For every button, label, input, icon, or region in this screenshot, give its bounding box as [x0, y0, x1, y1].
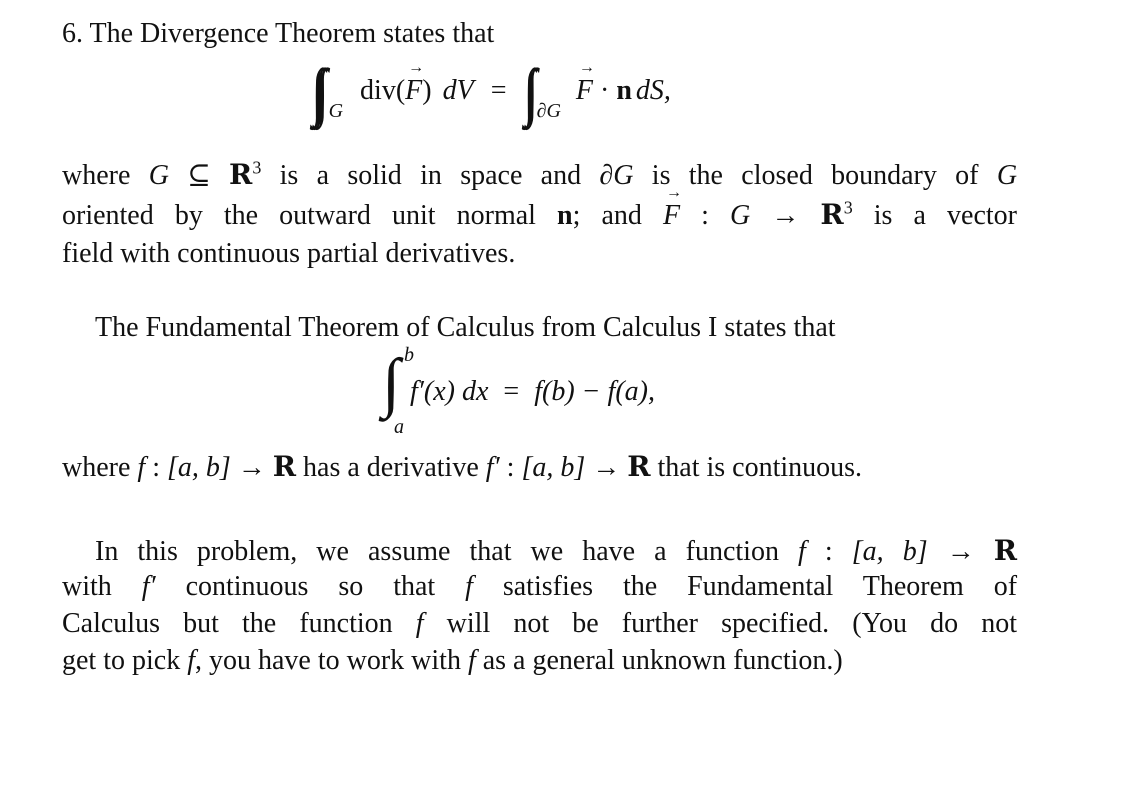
ftc-intro: The Fundamental Theorem of Calculus from Calculus I states that: [95, 312, 836, 343]
text-not-specified: will not be further specified. (You do not: [446, 608, 1018, 639]
text-work-with: , you have to work with: [194, 645, 461, 676]
normal-n: n: [557, 200, 573, 231]
text-solid: is a solid in space and: [279, 160, 582, 191]
reals-symbol-5: R: [993, 534, 1018, 567]
var-g: G: [148, 160, 169, 191]
ftc-lhs: f′(x) dx: [410, 376, 489, 407]
text-vector: is a vector: [873, 200, 1017, 231]
text-where: where: [62, 160, 131, 191]
arrow-4: →: [946, 536, 975, 567]
problem-line-1: [95, 533, 1017, 570]
subset-symbol: ⊆: [187, 160, 211, 191]
colon-2: :: [152, 452, 160, 483]
text-general-unknown: as a general unknown function.): [482, 645, 843, 676]
colon-4: :: [824, 536, 833, 567]
var-f-prime: f′: [485, 452, 500, 483]
text-has-derivative: has a derivative: [303, 452, 479, 483]
var-f-6: f: [467, 645, 476, 676]
colon-3: :: [506, 452, 515, 483]
triple-integral-sign: ∫∫∫: [312, 56, 319, 127]
problem-heading: [62, 16, 494, 52]
var-f-4: f: [415, 608, 424, 639]
problem-line-4: [62, 643, 843, 679]
div-operator: div(: [360, 75, 406, 106]
dot-operator: ·: [600, 75, 610, 106]
region-subscript: G: [328, 100, 344, 122]
exponent-3: 3: [252, 157, 262, 178]
var-f: f: [137, 452, 146, 483]
interval-ab: [a, b]: [166, 452, 231, 483]
arrow: →: [771, 200, 800, 231]
problem-line-2: [62, 569, 1017, 605]
text-oriented: oriented by the outward unit normal: [62, 200, 536, 231]
arrow-3: →: [592, 452, 621, 483]
text-assume: In this problem, we assume that we have a function: [95, 536, 779, 567]
integral-sign: ∫: [382, 346, 401, 419]
divergence-where-line-3: field with continuous partial derivatives.: [62, 238, 516, 269]
interval-ab-3: [a, b]: [851, 536, 928, 567]
arrow-2: →: [237, 452, 266, 483]
text-satisfies: satisfies the Fundamental Theorem of: [502, 571, 1018, 602]
div-close: ): [422, 75, 432, 106]
dv-element: dV: [442, 75, 474, 106]
reals-symbol-4: R: [627, 450, 651, 483]
divergence-where-line-2: [62, 197, 1017, 234]
text-calculus-but: Calculus but the function: [62, 608, 393, 639]
lower-limit: a: [394, 416, 404, 438]
ftc-equation: [382, 344, 742, 440]
ftc-equals: =: [503, 376, 520, 407]
boundary-symbol: ∂G: [599, 160, 634, 191]
interval-ab-2: [a, b]: [521, 452, 586, 483]
vector-field-f: → F: [405, 73, 422, 109]
ds-element: dS,: [635, 75, 671, 106]
upper-limit: b: [404, 344, 414, 366]
text-continuous-so: continuous so that: [185, 571, 436, 602]
double-integral-sign: ∫∫: [523, 56, 529, 127]
var-f-2: f: [798, 536, 806, 567]
colon: :: [701, 200, 709, 231]
reals-symbol: R: [229, 158, 253, 191]
text-get-to-pick: get to pick: [62, 645, 181, 676]
equals-sign: =: [490, 75, 507, 106]
ftc-expression: [410, 374, 655, 410]
text-with: with: [62, 571, 112, 602]
reals-symbol-3: R: [272, 450, 297, 483]
var-g-3: G: [730, 200, 751, 231]
problem-line-3: [62, 606, 1017, 642]
var-g-2: G: [996, 160, 1018, 191]
boundary-subscript: ∂G: [536, 100, 561, 122]
text-where-2: where: [62, 452, 131, 483]
text-boundary: is the closed boundary of: [651, 160, 979, 191]
problem-number: 6.: [62, 18, 83, 49]
text-and: ; and: [572, 200, 642, 231]
ftc-where-line: [62, 449, 862, 486]
vector-f: → F: [663, 198, 680, 234]
reals-symbol-2: R: [820, 198, 844, 231]
text-continuous: that is continuous.: [657, 452, 863, 483]
exponent-3-b: 3: [843, 197, 853, 218]
var-f-3: f: [465, 571, 473, 602]
problem-intro: The Divergence Theorem states that: [89, 18, 495, 49]
divergence-equation: [312, 50, 671, 133]
vector-field-f-rhs: → F: [576, 73, 593, 109]
divergence-where-line-1: [62, 157, 1017, 194]
normal-vector: n: [616, 75, 632, 106]
ftc-rhs: f(b) − f(a),: [534, 376, 655, 407]
var-f-5: f: [187, 645, 195, 676]
var-f-prime-2: f′: [141, 571, 156, 602]
